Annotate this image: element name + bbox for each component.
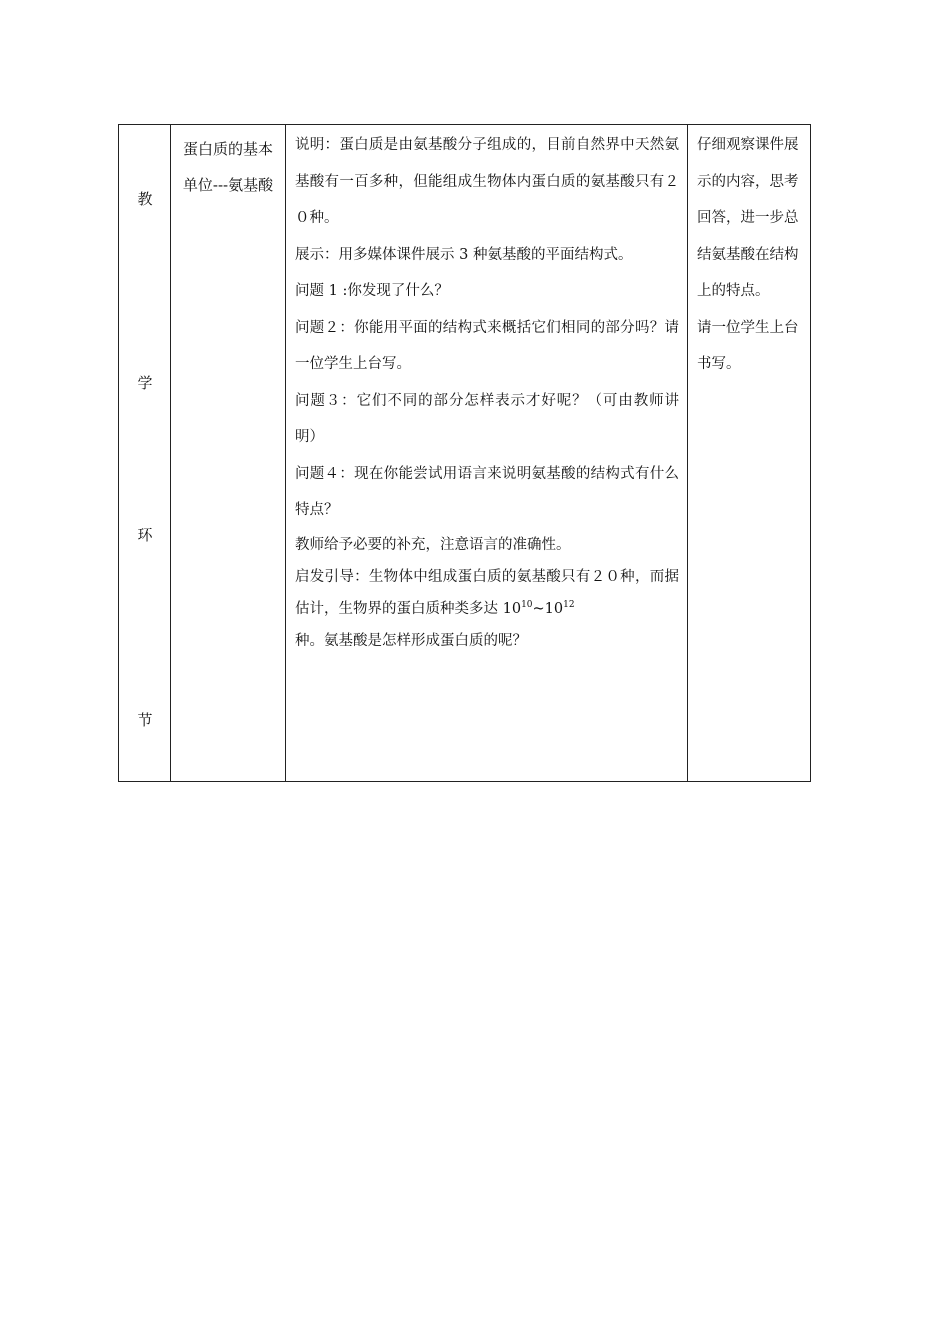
student-paragraph: 请一位学生上台书写。: [697, 319, 799, 372]
teacher-activity-text: [295, 127, 679, 657]
teacher-paragraph: 问题 1 :你发现了什么？: [295, 283, 449, 299]
prompt-text: 种。氨基酸是怎样形成蛋白质的呢？: [295, 632, 527, 649]
teacher-activity-column: [286, 125, 688, 781]
teacher-paragraph: 展示：用多媒体课件展示 3 种氨基酸的平面结构式。: [295, 246, 633, 263]
stage-char-2: 学: [137, 374, 153, 392]
stage-char-3: 环: [137, 526, 153, 544]
stage-char-1: 教: [137, 190, 153, 208]
stage-column: [119, 125, 171, 781]
teacher-paragraph: 问题４：现在你能尝试用语言来说明氨基酸的结构式有什么特点？: [295, 465, 679, 518]
exponent: 10: [521, 599, 533, 610]
teacher-paragraph-prompt: [295, 561, 679, 657]
teacher-paragraph: 问题３：它们不同的部分怎样表示才好呢？（可由教师讲明）: [295, 392, 679, 445]
stage-char-4: 节: [137, 711, 153, 729]
student-paragraph: 仔细观察课件展示的内容，思考回答，进一步总结氨基酸在结构上的特点。: [697, 137, 799, 299]
topic-text: 蛋白质的基本单位---氨基酸: [182, 140, 274, 194]
student-activity-column: [688, 125, 812, 781]
prompt-text: 启发引导：生物体中组成蛋白质的氨基酸只有２０种，而据估计，生物界的蛋白质种类多达 10: [295, 568, 679, 617]
student-activity-text: [697, 127, 806, 383]
topic-column: [171, 125, 286, 781]
teacher-paragraph: 说明：蛋白质是由氨基酸分子组成的，目前自然界中天然氨基酸有一百多种，但能组成生物体内蛋白质的氨基酸只有２０种。: [295, 137, 679, 226]
teacher-paragraph: 教师给予必要的补充，注意语言的准确性。: [295, 536, 571, 553]
lesson-table: [118, 124, 811, 782]
prompt-text: ~10: [532, 600, 564, 617]
teacher-paragraph: 问题２：你能用平面的结构式来概括它们相同的部分吗？请一位学生上台写。: [295, 319, 679, 372]
exponent: 12: [563, 599, 575, 610]
